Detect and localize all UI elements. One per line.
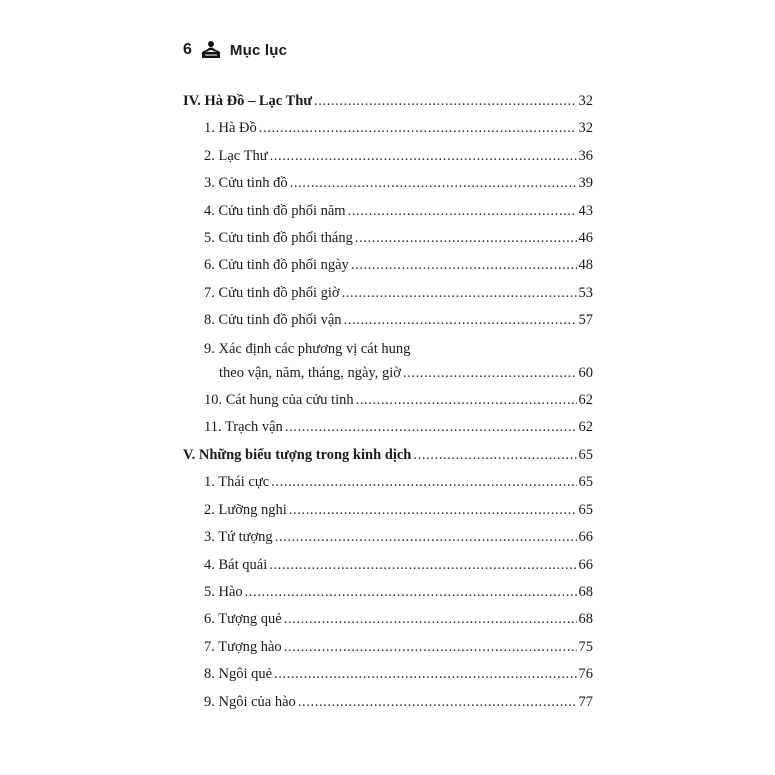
toc-page: 68 xyxy=(578,611,593,628)
toc-page: 32 xyxy=(578,120,593,137)
toc-entry-multiline[interactable] xyxy=(183,338,593,360)
table-of-contents xyxy=(183,88,593,716)
dot-leader xyxy=(275,524,577,551)
dot-leader xyxy=(284,634,577,661)
dot-leader xyxy=(259,115,577,142)
toc-page: 65 xyxy=(578,474,593,491)
toc-page: 75 xyxy=(578,638,593,655)
toc-title: 7. Cửu tinh đồ phối giờ xyxy=(204,284,340,301)
toc-title: IV. Hà Đồ – Lạc Thư xyxy=(183,93,313,109)
toc-page: 62 xyxy=(578,419,593,436)
page-number: 6 xyxy=(183,41,192,58)
dot-leader xyxy=(270,143,577,170)
toc-title: 4. Cửu tinh đồ phối năm xyxy=(204,202,346,219)
toc-entry[interactable] xyxy=(183,524,593,551)
toc-entry[interactable] xyxy=(183,143,593,170)
dot-leader xyxy=(269,552,576,579)
dot-leader xyxy=(289,497,577,524)
toc-title: 5. Cửu tinh đồ phối tháng xyxy=(204,230,353,247)
dot-leader xyxy=(413,442,576,469)
toc-page: 43 xyxy=(578,202,593,219)
toc-page: 46 xyxy=(578,230,593,247)
toc-title: 2. Lưỡng nghi xyxy=(204,501,287,518)
dot-leader xyxy=(298,689,577,716)
toc-page: 77 xyxy=(578,693,593,710)
toc-entry[interactable] xyxy=(183,606,593,633)
dot-leader xyxy=(274,661,576,688)
toc-page: 36 xyxy=(578,147,593,164)
toc-section[interactable] xyxy=(183,442,593,469)
toc-title: V. Những biểu tượng trong kinh dịch xyxy=(183,446,412,463)
toc-entry[interactable] xyxy=(183,252,593,279)
toc-page: 32 xyxy=(578,93,593,109)
toc-entry[interactable] xyxy=(183,469,593,496)
toc-title: 10. Cát hung của cửu tinh xyxy=(204,392,354,409)
toc-entry[interactable] xyxy=(183,579,593,606)
toc-page: 68 xyxy=(578,583,593,600)
toc-entry[interactable] xyxy=(183,552,593,579)
toc-entry[interactable] xyxy=(183,661,593,688)
page-header xyxy=(183,40,287,60)
toc-page: 65 xyxy=(578,446,593,463)
toc-page: 66 xyxy=(578,529,593,546)
header-title: Mục lục xyxy=(229,41,288,59)
dot-leader xyxy=(290,170,577,197)
toc-page: 48 xyxy=(578,257,593,274)
dot-leader xyxy=(355,225,577,252)
toc-title: 8. Ngôi quẻ xyxy=(204,666,273,683)
dot-leader xyxy=(403,360,577,387)
toc-entry[interactable] xyxy=(183,689,593,716)
dot-leader xyxy=(245,579,577,606)
dot-leader xyxy=(284,606,577,633)
dot-leader xyxy=(356,387,577,414)
dot-leader xyxy=(344,307,577,334)
toc-title: 1. Thái cực xyxy=(204,474,270,491)
toc-entry[interactable] xyxy=(183,387,593,414)
toc-entry[interactable] xyxy=(183,170,593,197)
toc-title-line2: theo vận, năm, tháng, ngày, giờ xyxy=(219,364,401,381)
toc-entry[interactable] xyxy=(183,115,593,142)
dot-leader xyxy=(314,88,576,115)
toc-entry-continuation[interactable] xyxy=(183,360,593,387)
dot-leader xyxy=(271,469,576,496)
book-reader-icon xyxy=(200,40,222,60)
toc-title: 8. Cửu tinh đồ phối vận xyxy=(204,312,342,329)
dot-leader xyxy=(351,252,577,279)
toc-page: 57 xyxy=(578,312,593,329)
toc-page: 65 xyxy=(578,501,593,518)
toc-entry[interactable] xyxy=(183,634,593,661)
toc-title: 4. Bát quái xyxy=(204,556,268,573)
toc-entry[interactable] xyxy=(183,414,593,441)
toc-title: 6. Tượng quẻ xyxy=(204,611,282,628)
toc-entry[interactable] xyxy=(183,307,593,334)
toc-entry[interactable] xyxy=(183,497,593,524)
toc-title: 3. Cửu tinh đồ xyxy=(204,175,288,192)
toc-title: 7. Tượng hào xyxy=(204,638,282,655)
toc-title: 2. Lạc Thư xyxy=(204,147,268,164)
dot-leader xyxy=(348,198,577,225)
toc-title: 11. Trạch vận xyxy=(204,419,283,436)
toc-title: 9. Ngôi của hào xyxy=(204,693,296,710)
toc-title: 1. Hà Đồ xyxy=(204,120,257,137)
toc-page: 53 xyxy=(578,284,593,301)
toc-page: 76 xyxy=(578,666,593,683)
toc-page: 60 xyxy=(578,364,593,381)
toc-entry[interactable] xyxy=(183,225,593,252)
toc-page: 66 xyxy=(578,556,593,573)
dot-leader xyxy=(285,414,577,441)
toc-title-line1: 9. Xác định các phương vị cát hung xyxy=(204,340,411,357)
toc-entry[interactable] xyxy=(183,198,593,225)
toc-title: 3. Tứ tượng xyxy=(204,529,273,546)
toc-page: 39 xyxy=(578,175,593,192)
toc-section[interactable] xyxy=(183,88,593,115)
toc-title: 5. Hào xyxy=(204,583,243,600)
toc-title: 6. Cửu tinh đồ phối ngày xyxy=(204,257,349,274)
toc-entry[interactable] xyxy=(183,280,593,307)
dot-leader xyxy=(342,280,577,307)
toc-page: 62 xyxy=(578,392,593,409)
